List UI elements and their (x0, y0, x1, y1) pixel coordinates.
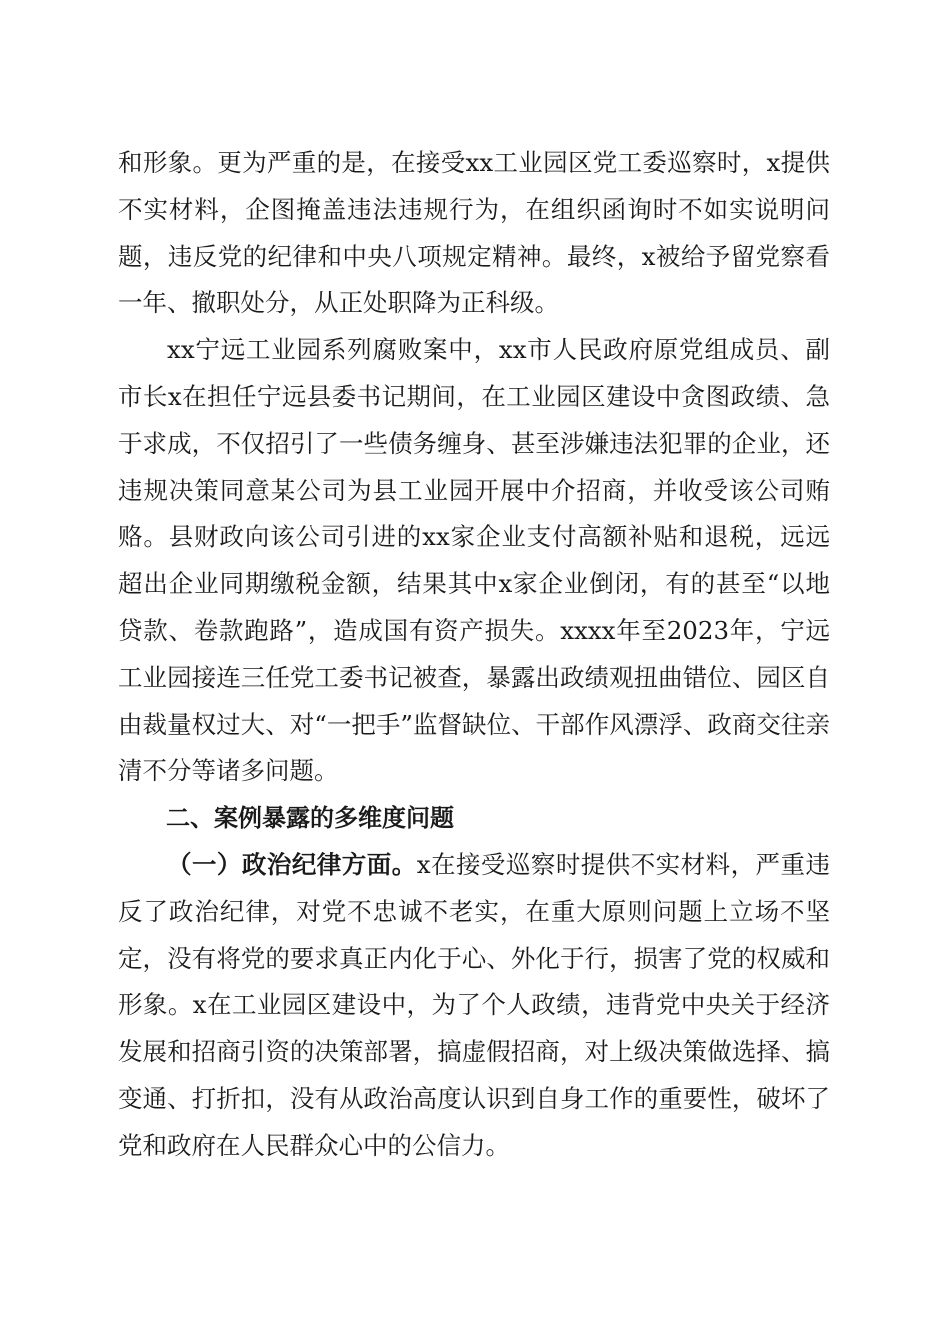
paragraph-ningyuan-case: xx宁远工业园系列腐败案中，xx市人民政府原党组成员、副市长x在担任宁远县委书记期间，在工业园区建设中贪图政绩、急于求成，不仅招引了一些债务缠身、甚至涉嫌违法犯罪的企业，还违规决策同意某公司为县工业园开展中介招商，并收受该公司贿赂。县财政向该公司引进的xx家企业支付高额补贴和退税，远远超出企业同期缴税金额，结果其中x家企业倒闭，有的甚至“以地贷款、卷款跑路”，造成国有资产损失。xxxx年至2023年，宁远工业园接连三任党工委书记被查，暴露出政绩观扭曲错位、园区自由裁量权过大、对“一把手”监督缺位、干部作风漂浮、政商交往亲清不分等诸多问题。 (118, 335, 830, 786)
subsection-label: （一）政治纪律方面。 (167, 849, 417, 879)
paragraph-political-discipline (118, 842, 830, 1170)
paragraph-body: x在接受巡察时提供不实材料，严重违反了政治纪律，对党不忠诚不老实，在重大原则问题上立场不坚定，没有将党的要求真正内化于心、外化于行，损害了党的权威和形象。x在工业园区建设中，为了个人政绩，违背党中央关于经济发展和招商引资的决策部署，搞虚假招商，对上级决策做选择、搞变通、打折扣，没有从政治高度认识到自身工作的重要性，破坏了党和政府在人民群众心中的公信力。 (118, 849, 830, 1160)
section-heading: 二、案例暴露的多维度问题 (166, 804, 454, 833)
document-page (118, 140, 830, 1170)
paragraph-continuation: 和形象。更为严重的是，在接受xx工业园区党工委巡察时，x提供不实材料，企图掩盖违法违规行为，在组织函询时不如实说明问题，违反党的纪律和中央八项规定精神。最终，x被给予留党察看一年、撤职处分，从正处职降为正科级。 (118, 148, 830, 318)
